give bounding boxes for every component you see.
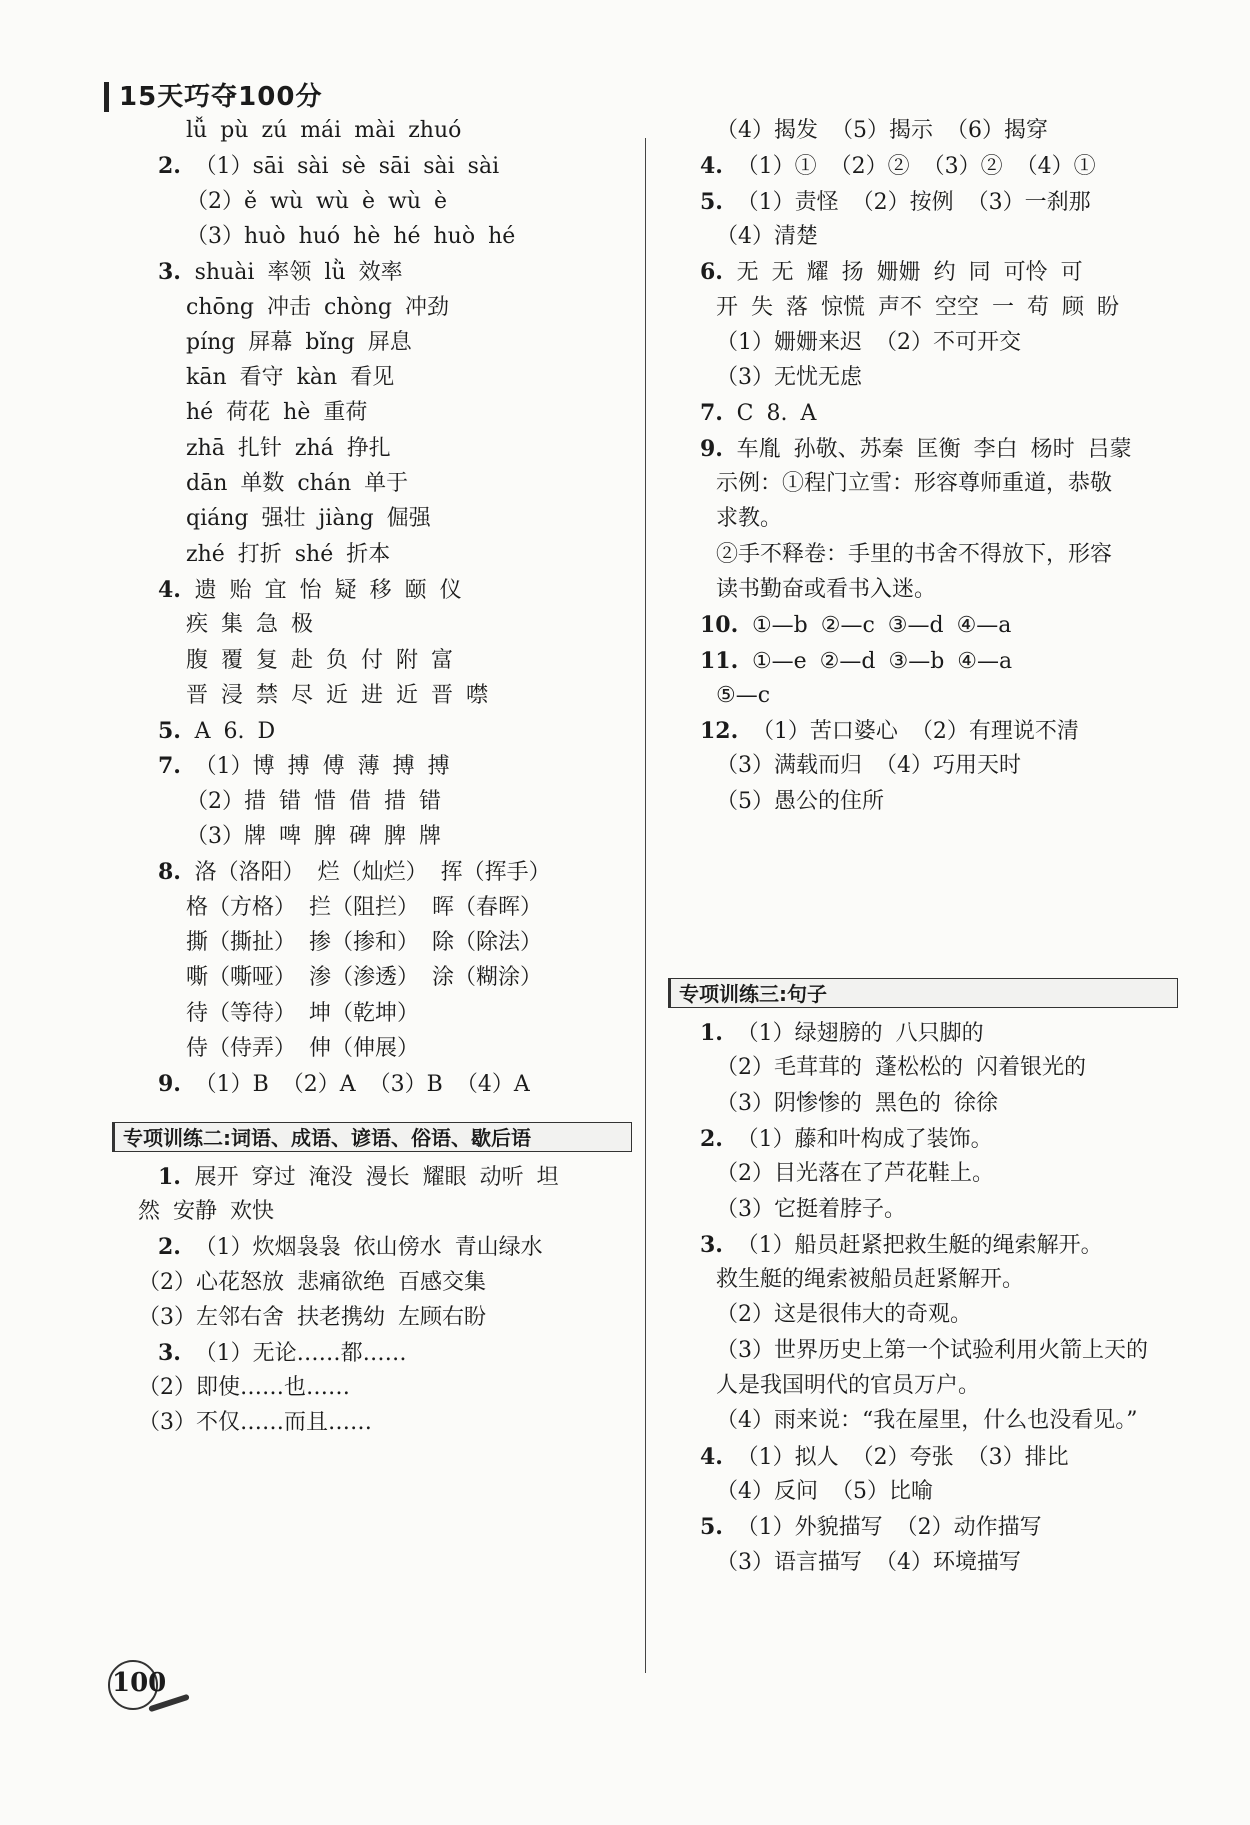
answer-line [716,116,1048,146]
answer-text: 示例：①程门立雪：形容尊师重道，恭敬 [716,471,1113,496]
answer-text: （1）责怪 （2）按例 （3）一刹那 [736,189,1091,215]
answer-line [158,1232,543,1262]
answer-text: 待（等待） 坤（乾坤） [186,1000,419,1026]
question-number: 5. [700,1514,737,1541]
answer-line [186,893,542,923]
answer-line [158,716,275,746]
answer-line [716,222,818,252]
answer-line [700,1442,1069,1472]
answer-line [186,187,447,217]
answer-text: （3）无忧无虑 [716,365,862,391]
answer-text: A 6. D [194,719,276,745]
answer-text: 然 安静 欢快 [138,1199,274,1225]
answer-text: （2）即使……也…… [138,1375,350,1401]
answer-line [716,1265,1024,1295]
answer-line [158,1069,530,1099]
answer-line [186,928,542,958]
answer-text: （2）ě wù wù è wù è [186,188,448,214]
answer-line [186,822,441,852]
answer-line [158,151,499,181]
question-number: 4. [700,153,737,180]
answer-line [700,187,1091,217]
answer-text: （1）姗姗来迟 （2）不可开交 [716,329,1021,355]
answer-text: ①—e ②—d ③—b ④—a [751,648,1013,674]
question-number: 12. [700,718,752,745]
answer-line [716,681,770,711]
answer-line [716,363,862,393]
answer-line [186,787,441,817]
answer-text: （3）左邻右舍 扶老携幼 左顾右盼 [138,1304,486,1330]
answer-line [138,1373,350,1403]
answer-line [716,1477,933,1507]
answer-line [186,222,515,252]
answer-text: 疾 集 急 极 [186,612,313,638]
answer-text: （1）B （2）A （3）B （4）A [194,1072,530,1098]
section-title-3: 专项训练三:句子 [668,978,1178,1008]
answer-line [186,1034,419,1064]
answer-text: （5）愚公的住所 [716,788,884,814]
answer-text: 撕（撕扯） 掺（掺和） 除（除法） [186,929,542,955]
answer-text: 侍（侍弄） 伸（伸展） [186,1035,419,1061]
answer-text: zhā 扎针 zhá 挣扎 [186,435,391,461]
answer-text: （4）反问 （5）比喻 [716,1478,933,1504]
answer-text: dān 单数 chán 单于 [186,471,409,496]
answer-text: píng 屏幕 bǐng 屏息 [186,329,412,355]
answer-line [700,610,1011,640]
question-number: 3. [158,259,195,286]
question-number: 11. [700,647,752,674]
answer-text: ①—b ②—c ③—d ④—a [751,613,1012,639]
answer-line [138,1303,486,1333]
answer-text: 救生艇的绳索被船员赶紧解开。 [716,1267,1025,1293]
question-number: 6. [700,259,737,286]
answer-text: （2）目光落在了芦花鞋上。 [716,1161,994,1187]
answer-line [700,1512,1042,1542]
answer-line [186,963,542,993]
answer-line [700,398,816,428]
answer-text: （2）毛茸茸的 蓬松松的 闪着银光的 [716,1055,1086,1081]
answer-line [186,293,449,323]
answer-line [158,257,403,287]
answer-text: 遗 贻 宜 怡 疑 移 颐 仪 [194,577,462,603]
answer-text: 嘶（嘶哑） 渗（渗透） 涂（糊涂） [186,965,542,991]
answer-text: （3）不仅……而且…… [138,1410,372,1436]
question-number: 7. [700,400,737,427]
answer-text: （1）苦口婆心 （2）有理说不清 [751,719,1079,745]
question-number: 1. [700,1020,737,1046]
answer-text: zhé 打折 shé 折本 [186,541,391,567]
answer-line [716,293,1119,323]
answer-text: （1）拟人 （2）夸张 （3）排比 [736,1444,1069,1470]
answer-line [716,1336,1148,1366]
answer-line [158,575,462,605]
question-number: 9. [158,1071,195,1098]
answer-text: （1）外貌描写 （2）动作描写 [736,1515,1042,1541]
question-number: 8. [158,859,195,886]
book-title: 15天巧夺100分 [104,82,322,112]
answer-text: 晋 浸 禁 尽 近 进 近 晋 噤 [186,682,488,708]
answer-line [716,751,1021,781]
answer-text: （2）这是很伟大的奇观。 [716,1302,972,1328]
answer-text: 洛（洛阳） 烂（灿烂） 挥（挥手） [194,860,551,886]
question-number: 4. [158,576,195,603]
answer-line [186,999,419,1029]
answer-line [186,540,390,570]
answer-text: （3）huò huó hè hé huò hé [186,223,516,249]
answer-line [186,646,453,676]
answer-line [186,469,408,499]
answer-text: （3）牌 啤 脾 碑 脾 牌 [186,824,441,849]
answer-text: （1）绿翅膀的 八只脚的 [736,1021,984,1046]
answer-text: （4）清楚 [716,223,818,249]
answer-line [158,1162,559,1192]
answer-line [716,1371,980,1401]
answer-text: （1）炊烟袅袅 依山傍水 青山绿水 [194,1235,543,1261]
answer-line [716,328,1021,358]
answer-text: 腹 覆 复 赴 负 付 附 富 [186,647,453,673]
question-number: 7. [158,753,195,780]
answer-text: 无 无 耀 扬 姗姗 约 同 可怜 可 [736,260,1083,286]
answer-text: （3）世界历史上第一个试验利用火箭上天的 [716,1337,1148,1363]
answer-line [716,1406,1138,1436]
answer-text: 格（方格） 拦（阻拦） 晖（春晖） [186,894,542,920]
answer-text: （1）sāi sài sè sāi sài sài [194,154,500,180]
answer-text: （1）无论……都…… [194,1341,407,1366]
answer-text: 人是我国明代的官员万户。 [716,1373,981,1398]
answer-line [716,787,884,817]
answer-text: shuài 率领 lǜ 效率 [194,260,403,286]
answer-line [700,716,1079,746]
answer-text: （4）揭发 （5）揭示 （6）揭穿 [716,118,1048,143]
answer-line [186,328,412,358]
question-number: 3. [700,1231,737,1258]
answer-line [138,1268,486,1298]
answer-line [186,398,367,428]
answer-text: （1）船员赶紧把救生艇的绳索解开。 [736,1232,1103,1258]
answer-line [186,504,431,534]
answer-line [716,540,1112,570]
answer-text: ②手不释卷：手里的书舍不得放下，形容 [716,541,1113,567]
answer-line [700,1018,984,1048]
question-number: 1. [158,1164,195,1190]
answer-line [700,1124,993,1154]
column-divider [645,138,646,1673]
answer-text: ⑤—c [716,682,771,708]
answer-line [716,469,1112,499]
answer-line [186,363,394,393]
answer-line [716,1159,994,1189]
answer-line [186,681,488,711]
answer-text: qiáng 强壮 jiàng 倔强 [186,506,431,532]
question-number: 5. [158,718,195,745]
answer-line [138,1408,372,1438]
answer-text: lǚ pù zú mái mài zhuó [186,118,462,143]
answer-text: （2）心花怒放 悲痛欲绝 百感交集 [138,1269,486,1295]
answer-line [716,1053,1086,1083]
section-title-2: 专项训练二:词语、成语、谚语、俗语、歇后语 [112,1122,632,1152]
answer-text: 读书勤奋或看书入迷。 [716,576,937,602]
question-number: 2. [158,1234,195,1261]
answer-text: （2）措 错 惜 借 措 错 [186,788,441,814]
page-number: 100 [112,1668,167,1698]
answer-text: C 8. A [736,401,817,427]
answer-line [158,751,450,781]
answer-line [700,257,1083,287]
question-number: 2. [700,1125,737,1152]
answer-text: （1）① （2）② （3）② （4）① [736,154,1096,180]
answer-text: （3）它挺着脖子。 [716,1196,906,1222]
question-number: 10. [700,612,752,639]
question-number: 2. [158,153,195,180]
answer-text: （1）藤和叶构成了装饰。 [736,1126,993,1152]
answer-line [716,1089,998,1119]
answer-line [186,116,461,146]
answer-text: 展开 穿过 淹没 漫长 耀眼 动听 坦 [194,1165,559,1190]
answer-line [716,1548,1021,1578]
answer-text: （3）阴惨惨的 黑色的 徐徐 [716,1090,998,1116]
question-number: 4. [700,1443,737,1470]
answer-line [700,646,1012,676]
answer-text: （3）满载而归 （4）巧用天时 [716,753,1021,779]
answer-text: 求教。 [716,506,783,532]
question-number: 5. [700,188,737,215]
answer-line [186,610,313,640]
answer-text: 开 失 落 惊慌 声不 空空 一 苟 顾 盼 [716,294,1119,320]
answer-text: hé 荷花 hè 重荷 [186,400,368,426]
answer-text: chōng 冲击 chòng 冲劲 [186,294,449,320]
answer-line [716,575,936,605]
answer-line [158,857,551,887]
question-number: 9. [700,435,737,462]
answer-line [716,504,782,534]
answer-text: （4）雨来说：“我在屋里，什么也没看见。” [716,1408,1138,1434]
answer-line [186,434,391,464]
answer-line [716,1300,972,1330]
answer-text: （1）博 搏 傅 薄 搏 搏 [194,754,450,780]
answer-line [138,1197,274,1227]
answer-line [158,1338,407,1368]
answer-text: 车胤 孙敬、苏秦 匡衡 李白 杨时 吕蒙 [736,436,1132,462]
question-number: 3. [158,1340,195,1366]
answer-text: kān 看守 kàn 看见 [186,365,395,391]
answer-line [716,1195,906,1225]
answer-line [700,151,1096,181]
answer-line [700,1230,1103,1260]
answer-text: （3）语言描写 （4）环境描写 [716,1549,1021,1575]
answer-line [700,434,1132,464]
